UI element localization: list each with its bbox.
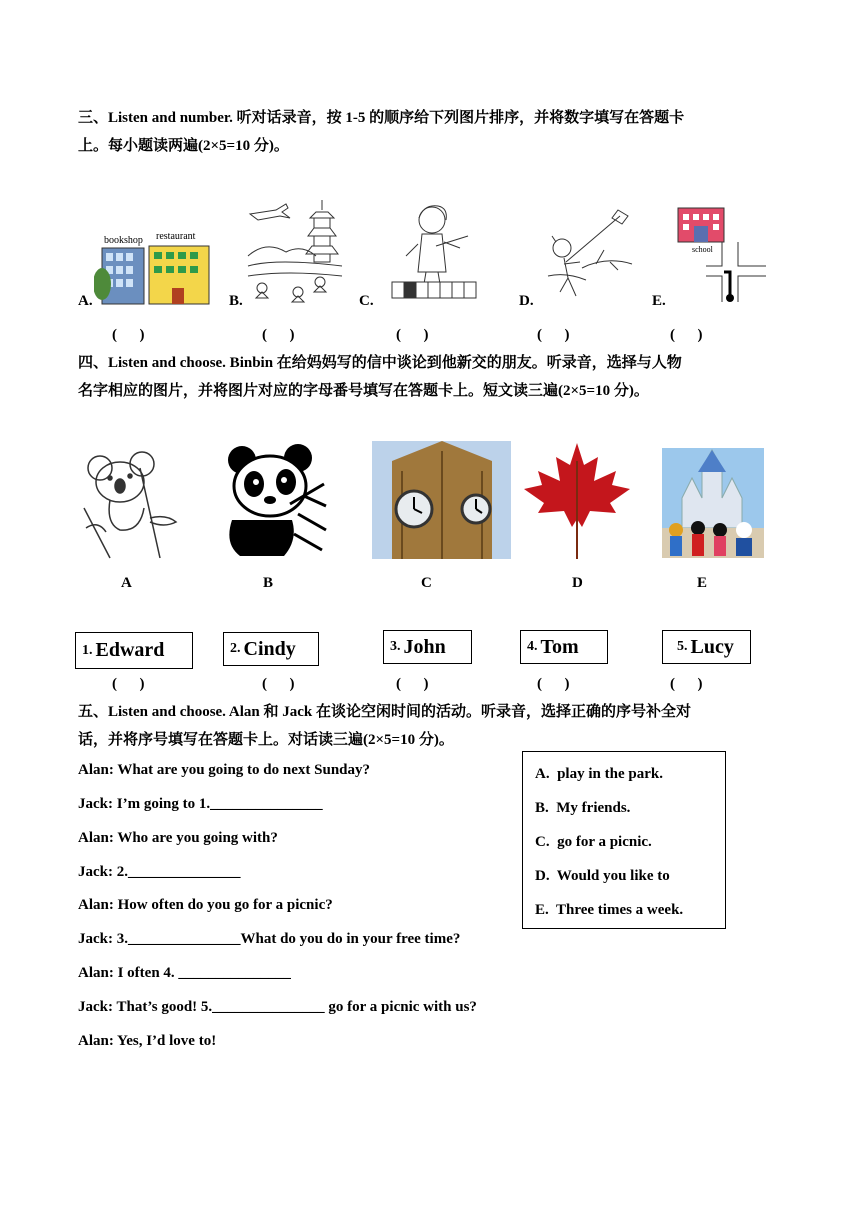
picture-label-a: A. — [78, 293, 93, 309]
name-number: 4. — [527, 639, 538, 654]
name-label: Edward — [95, 639, 165, 661]
name-box-lucy — [662, 630, 751, 664]
section3-heading — [78, 104, 786, 160]
dialogue-line: Jack: 3._______________What do you do in your free time? — [78, 931, 461, 947]
picture-letter-a: A — [121, 575, 132, 591]
dialogue-line: Alan: What are you going to do next Sunday? — [78, 762, 371, 778]
answer-blank-3-a[interactable]: ( ) — [112, 327, 145, 343]
picture-letter-d: D — [572, 575, 583, 591]
dialogue-line: Alan: Yes, I’d love to! — [78, 1033, 217, 1049]
option-e: E. Three times a week. — [535, 902, 684, 918]
picture-letter-e: E — [697, 575, 708, 591]
option-b: B. My friends. — [535, 800, 631, 816]
name-label: Lucy — [690, 635, 734, 658]
school-sign: school — [692, 245, 713, 254]
name-box-cindy — [223, 632, 319, 666]
violin-player-picture — [388, 200, 478, 300]
answer-blank-3-e[interactable]: ( ) — [670, 327, 703, 343]
koala-picture — [80, 448, 180, 560]
answer-blank-4-5[interactable]: ( ) — [670, 676, 703, 692]
option-d: D. Would you like to — [535, 868, 670, 884]
disneyland-picture — [662, 448, 764, 558]
name-number: 5. — [677, 639, 688, 654]
section3-heading-line1: 三、Listen and number. 听对话录音，按 1-5 的顺序给下列图片排序，并将数字填写在答题卡 — [78, 110, 685, 126]
dialogue-line: Jack: I’m going to 1._______________ — [78, 796, 323, 812]
option-a: A. play in the park. — [535, 766, 663, 782]
section4-heading-line2: 名字相应的图片，并将图片对应的字母番号填写在答题卡上。短文读三遍(2×5=10 分)。 — [78, 383, 649, 399]
dialogue-line: Jack: 2._______________ — [78, 864, 241, 880]
section5-heading-line2: 话，并将序号填写在答题卡上。对话读三遍(2×5=10 分)。 — [78, 732, 454, 748]
dialogue-line: Alan: How often do you go for a picnic? — [78, 897, 333, 913]
name-label: Cindy — [243, 637, 296, 660]
answer-blank-4-3[interactable]: ( ) — [396, 676, 429, 692]
name-number: 1. — [82, 642, 93, 658]
picture-label-b: B. — [229, 293, 243, 309]
picture-label-d: D. — [519, 293, 534, 309]
name-box-tom — [520, 630, 608, 664]
answer-blank-3-b[interactable]: ( ) — [262, 327, 295, 343]
section5-heading-line1: 五、Listen and choose. Alan 和 Jack 在谈论空闲时间的活动。听录音，选择正确的序号补全对 — [78, 704, 691, 720]
answer-blank-3-c[interactable]: ( ) — [396, 327, 429, 343]
bookshop-restaurant-picture — [94, 226, 212, 306]
big-ben-picture — [372, 441, 511, 559]
answer-blank-3-d[interactable]: ( ) — [537, 327, 570, 343]
dialogue-line: Alan: I often 4. _______________ — [78, 965, 291, 981]
kite-flying-picture — [546, 206, 636, 306]
name-number: 2. — [230, 641, 241, 656]
section4-heading — [78, 349, 786, 405]
dialogue-line: Jack: That’s good! 5._______________ go for a picnic with us? — [78, 999, 477, 1015]
pagoda-picture — [246, 196, 346, 306]
dialogue-line: Alan: Who are you going with? — [78, 830, 278, 846]
picture-letter-b: B — [263, 575, 274, 591]
section5-heading — [78, 698, 786, 754]
picture-letter-c: C — [421, 575, 432, 591]
section4-heading-line1: 四、Listen and choose. Binbin 在给妈妈写的信中谈论到他新交的朋友。听录音，选择与人物 — [78, 355, 682, 371]
option-c: C. go for a picnic. — [535, 834, 652, 850]
answer-blank-4-2[interactable]: ( ) — [262, 676, 295, 692]
picture-label-c: C. — [359, 293, 374, 309]
name-box-edward — [75, 632, 193, 669]
maple-leaf-picture — [520, 441, 634, 559]
name-label: Tom — [540, 635, 579, 658]
answer-blank-4-4[interactable]: ( ) — [537, 676, 570, 692]
name-box-john — [383, 630, 472, 664]
options-box — [522, 751, 726, 929]
restaurant-sign: restaurant — [156, 231, 196, 242]
section3-heading-line2: 上。每小题读两遍(2×5=10 分)。 — [78, 138, 289, 154]
school-map-picture — [676, 206, 772, 306]
picture-label-e: E. — [652, 293, 666, 309]
panda-picture — [214, 444, 330, 560]
name-label: John — [403, 635, 446, 658]
answer-blank-4-1[interactable]: ( ) — [112, 676, 145, 692]
bookshop-sign: bookshop — [104, 235, 143, 246]
name-number: 3. — [390, 639, 401, 654]
